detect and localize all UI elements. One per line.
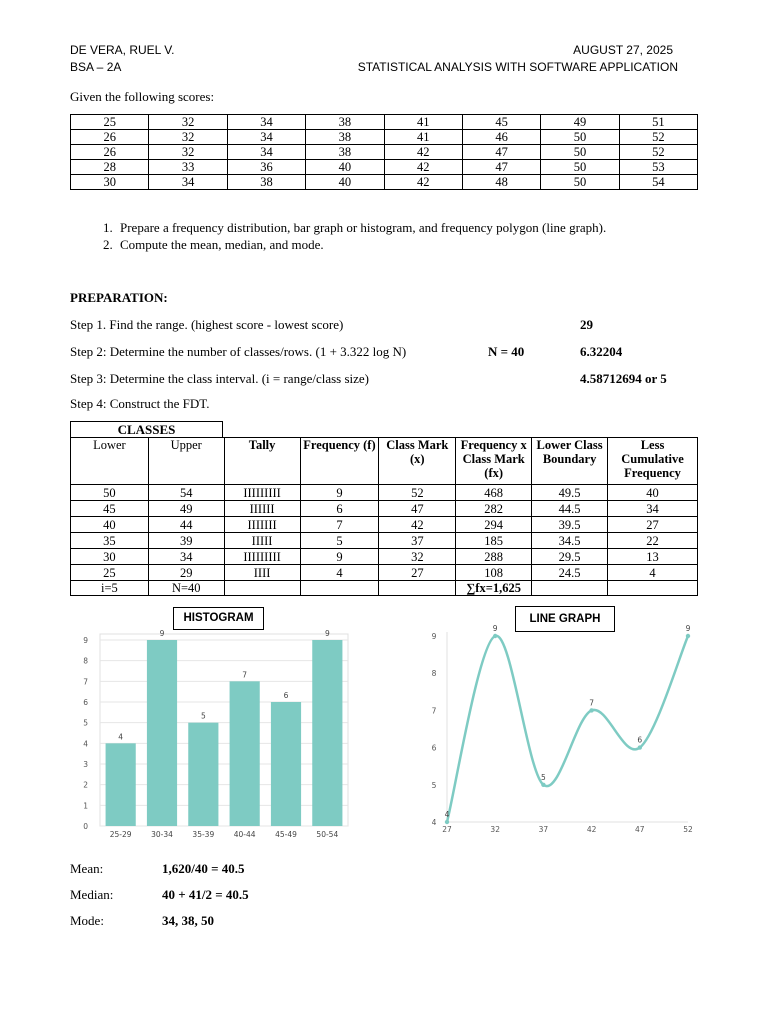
- table-cell: 34: [608, 501, 698, 517]
- x-tick-label: 40-44: [233, 830, 256, 839]
- histogram-bar: [188, 723, 218, 826]
- y-tick-label: 8: [431, 669, 437, 679]
- fdt-header-fx: Frequency x Class Mark (fx): [456, 438, 532, 485]
- table-cell: IIII: [224, 565, 300, 581]
- table-cell: 29: [148, 565, 224, 581]
- table-cell: 25: [71, 565, 149, 581]
- step-2-n: N = 40: [488, 344, 525, 359]
- histogram-bar: [106, 743, 136, 826]
- data-label: 4: [444, 810, 450, 819]
- fdt-footer-interval: i=5: [71, 581, 149, 596]
- table-cell: 44: [148, 517, 224, 533]
- mean-value: 1,620/40 = 40.5: [162, 861, 245, 876]
- table-cell: IIIIIIIII: [224, 549, 300, 565]
- fdt-footer-n: N=40: [148, 581, 224, 596]
- table-cell: 26: [71, 145, 149, 160]
- histogram-bar: [312, 640, 342, 826]
- table-cell: 54: [619, 175, 697, 190]
- table-cell: 27: [379, 565, 456, 581]
- table-cell: IIIIII: [224, 501, 300, 517]
- table-cell: 30: [71, 175, 149, 190]
- table-row: [71, 145, 698, 160]
- fdt-footer-blank: [224, 581, 300, 596]
- data-point: [541, 783, 545, 787]
- data-point: [493, 634, 497, 638]
- x-tick-label: 47: [635, 825, 645, 834]
- table-cell: 185: [456, 533, 532, 549]
- step-4-text: Step 4: Construct the FDT.: [70, 396, 210, 411]
- table-cell: 5: [300, 533, 379, 549]
- student-name: DE VERA, RUEL V.: [70, 43, 175, 57]
- table-row: [71, 565, 698, 581]
- task-list: [70, 220, 756, 254]
- table-cell: 49: [541, 115, 619, 130]
- fdt-header-lower-boundary: Lower Class Boundary: [532, 438, 608, 485]
- table-cell: 38: [306, 145, 384, 160]
- fdt-footer-blank: [532, 581, 608, 596]
- y-tick-label: 3: [83, 760, 88, 769]
- table-row: [71, 115, 698, 130]
- table-cell: 50: [541, 160, 619, 175]
- table-cell: 46: [462, 130, 540, 145]
- table-row: [71, 517, 698, 533]
- table-cell: 40: [306, 175, 384, 190]
- median-label: Median:: [70, 887, 114, 902]
- table-cell: 47: [462, 145, 540, 160]
- x-tick-label: 45-49: [275, 830, 297, 839]
- table-cell: 32: [379, 549, 456, 565]
- table-row: [71, 130, 698, 145]
- table-cell: 34: [148, 549, 224, 565]
- table-cell: 42: [384, 160, 462, 175]
- data-label: 9: [492, 625, 498, 633]
- y-tick-label: 6: [83, 698, 88, 707]
- y-tick-label: 7: [431, 706, 437, 716]
- table-cell: 42: [384, 175, 462, 190]
- data-point: [686, 634, 690, 638]
- table-row: [71, 485, 698, 501]
- table-cell: 48: [462, 175, 540, 190]
- table-cell: 49.5: [532, 485, 608, 501]
- table-cell: 6: [300, 501, 379, 517]
- table-cell: 41: [384, 115, 462, 130]
- mean-label: Mean:: [70, 861, 104, 876]
- data-point: [638, 745, 642, 749]
- data-label: 5: [200, 711, 206, 721]
- course-title: STATISTICAL ANALYSIS WITH SOFTWARE APPLICATION: [357, 60, 678, 74]
- data-label: 9: [324, 629, 330, 638]
- step-2-text: Step 2: Determine the number of classes/rows. (1 + 3.322 log N): [70, 344, 407, 359]
- table-cell: 288: [456, 549, 532, 565]
- data-label: 9: [685, 625, 691, 633]
- table-cell: 53: [619, 160, 697, 175]
- table-cell: 9: [300, 549, 379, 565]
- step-1-result: 29: [580, 317, 593, 332]
- data-label: 5: [541, 772, 546, 782]
- table-cell: 38: [227, 175, 305, 190]
- table-cell: 52: [619, 130, 697, 145]
- table-cell: IIIIIII: [224, 517, 300, 533]
- x-tick-label: 32: [490, 825, 500, 834]
- fdt-footer-blank: [300, 581, 379, 596]
- y-tick-label: 4: [431, 818, 437, 827]
- table-cell: 34: [227, 130, 305, 145]
- histogram-title: HISTOGRAM: [173, 607, 264, 630]
- y-tick-label: 6: [431, 743, 437, 753]
- data-label: 6: [283, 691, 289, 700]
- table-row: [71, 501, 698, 517]
- table-cell: 42: [384, 145, 462, 160]
- data-label: 6: [637, 735, 643, 745]
- data-label: 4: [118, 732, 124, 742]
- classes-label: CLASSES: [70, 421, 223, 437]
- table-cell: 7: [300, 517, 379, 533]
- table-cell: 52: [619, 145, 697, 160]
- y-tick-label: 2: [83, 780, 88, 790]
- table-cell: 41: [384, 130, 462, 145]
- line-graph-title: LINE GRAPH: [515, 606, 615, 632]
- data-label: 7: [242, 670, 248, 680]
- x-tick-label: 42: [586, 825, 597, 834]
- table-cell: 50: [71, 485, 149, 501]
- table-cell: 54: [148, 485, 224, 501]
- data-label: 7: [589, 698, 594, 708]
- table-row: [71, 549, 698, 565]
- table-cell: 22: [608, 533, 698, 549]
- table-cell: 47: [379, 501, 456, 517]
- y-tick-label: 9: [83, 636, 88, 645]
- table-cell: 468: [456, 485, 532, 501]
- table-cell: 45: [462, 115, 540, 130]
- fdt-footer-blank: [608, 581, 698, 596]
- fdt-header-lower: Lower: [71, 438, 149, 485]
- table-cell: 44.5: [532, 501, 608, 517]
- x-tick-label: 35-39: [192, 830, 215, 839]
- table-cell: 39: [148, 533, 224, 549]
- fdt-header-frequency: Frequency (f): [300, 438, 379, 485]
- table-cell: 32: [149, 145, 227, 160]
- table-cell: 36: [227, 160, 305, 175]
- table-cell: 27: [608, 517, 698, 533]
- mode-value: 34, 38, 50: [162, 913, 214, 928]
- table-cell: 4: [300, 565, 379, 581]
- table-cell: 40: [71, 517, 149, 533]
- intro-text: Given the following scores:: [70, 89, 215, 104]
- document-date: AUGUST 27, 2025: [573, 43, 673, 57]
- table-cell: 34: [227, 115, 305, 130]
- table-cell: 50: [541, 175, 619, 190]
- y-tick-label: 5: [431, 780, 437, 790]
- fdt-header-upper: Upper: [148, 438, 224, 485]
- table-cell: IIIIIIIII: [224, 485, 300, 501]
- table-cell: 9: [300, 485, 379, 501]
- table-cell: 40: [608, 485, 698, 501]
- table-cell: 28: [71, 160, 149, 175]
- frequency-distribution-table: [70, 437, 698, 596]
- table-row: [71, 160, 698, 175]
- line-graph-chart: [420, 625, 710, 845]
- x-tick-label: 25-29: [109, 830, 132, 839]
- table-cell: 35: [71, 533, 149, 549]
- table-cell: 52: [379, 485, 456, 501]
- task-item: 1. Prepare a frequency distribution, bar graph or histogram, and frequency polygon (line graph).: [116, 220, 756, 236]
- y-tick-label: 9: [431, 632, 437, 641]
- data-point: [445, 820, 449, 824]
- y-tick-label: 4: [83, 739, 88, 749]
- y-tick-label: 8: [83, 656, 88, 666]
- table-cell: 39.5: [532, 517, 608, 533]
- scores-table: [70, 114, 698, 190]
- fdt-header-cumulative: Less Cumulative Frequency: [608, 438, 698, 485]
- table-cell: 29.5: [532, 549, 608, 565]
- table-cell: 47: [462, 160, 540, 175]
- table-cell: 38: [306, 130, 384, 145]
- histogram-chart: [70, 628, 360, 846]
- step-3-text: Step 3: Determine the class interval. (i = range/class size): [70, 371, 370, 386]
- fdt-header-tally: Tally: [224, 438, 300, 485]
- table-cell: 108: [456, 565, 532, 581]
- fdt-footer-sum-fx: ∑fx=1,625: [456, 581, 532, 596]
- y-tick-label: 5: [83, 718, 88, 728]
- table-cell: 49: [148, 501, 224, 517]
- histogram-bar: [230, 681, 260, 826]
- table-cell: 282: [456, 501, 532, 517]
- student-section: BSA – 2A: [70, 60, 122, 74]
- table-row: [71, 533, 698, 549]
- x-tick-label: 52: [683, 825, 693, 834]
- table-cell: 37: [379, 533, 456, 549]
- table-cell: 294: [456, 517, 532, 533]
- table-cell: 34: [227, 145, 305, 160]
- y-tick-label: 7: [83, 677, 88, 687]
- table-cell: 24.5: [532, 565, 608, 581]
- x-tick-label: 50-54: [316, 830, 339, 839]
- histogram-bar: [147, 640, 177, 826]
- mode-label: Mode:: [70, 913, 104, 928]
- table-row: [71, 175, 698, 190]
- table-cell: 38: [306, 115, 384, 130]
- task-item: 2. Compute the mean, median, and mode.: [116, 237, 756, 253]
- table-cell: 33: [149, 160, 227, 175]
- data-label: 9: [159, 629, 165, 638]
- table-cell: 32: [149, 130, 227, 145]
- table-cell: 13: [608, 549, 698, 565]
- table-cell: 4: [608, 565, 698, 581]
- table-cell: 34.5: [532, 533, 608, 549]
- table-cell: 30: [71, 549, 149, 565]
- series-line: [444, 636, 688, 822]
- table-cell: 32: [149, 115, 227, 130]
- step-2-result: 6.32204: [580, 344, 623, 359]
- y-tick-label: 1: [83, 801, 88, 811]
- table-cell: 50: [541, 145, 619, 160]
- fdt-footer-blank: [379, 581, 456, 596]
- x-tick-label: 27: [442, 825, 452, 834]
- preparation-heading: PREPARATION:: [70, 290, 168, 305]
- table-cell: 40: [306, 160, 384, 175]
- data-point: [589, 708, 593, 712]
- median-value: 40 + 41/2 = 40.5: [162, 887, 249, 902]
- table-cell: 26: [71, 130, 149, 145]
- table-cell: 45: [71, 501, 149, 517]
- histogram-bar: [271, 702, 301, 826]
- table-cell: 50: [541, 130, 619, 145]
- plot-frame: [100, 634, 348, 826]
- x-tick-label: 30-34: [151, 830, 173, 839]
- fdt-header-class-mark: Class Mark (x): [379, 438, 456, 485]
- step-1-text: Step 1. Find the range. (highest score - lowest score): [70, 317, 344, 332]
- step-3-result: 4.58712694 or 5: [580, 371, 667, 386]
- table-cell: 25: [71, 115, 149, 130]
- table-cell: IIIII: [224, 533, 300, 549]
- y-tick-label: 0: [83, 822, 88, 831]
- table-cell: 34: [149, 175, 227, 190]
- table-cell: 51: [619, 115, 697, 130]
- table-cell: 42: [379, 517, 456, 533]
- x-tick-label: 37: [538, 825, 549, 834]
